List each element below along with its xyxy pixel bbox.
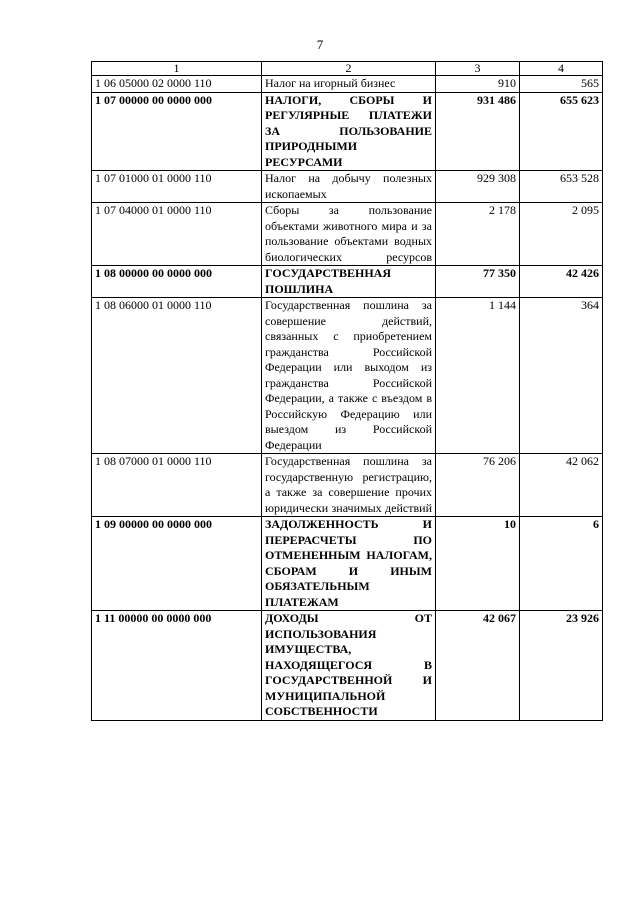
budget-revenue-table [91,61,603,721]
income-name: НАЛОГИ, СБОРЫ И РЕГУЛЯРНЫЕ ПЛАТЕЖИ ЗА ПОЛЬЗОВАНИЕ ПРИРОДНЫМИ РЕСУРСАМИ [262,92,436,171]
income-name: ЗАДОЛЖЕННОСТЬ И ПЕРЕРАСЧЕТЫ ПО ОТМЕНЕННЫМ НАЛОГАМ, СБОРАМ И ИНЫМ ОБЯЗАТЕЛЬНЫМ ПЛАТЕЖАМ [262,517,436,611]
value-column-3: 76 206 [436,454,520,517]
value-column-3: 42 067 [436,611,520,721]
classification-code: 1 11 00000 00 0000 000 [92,611,262,721]
classification-code: 1 08 07000 01 0000 110 [92,454,262,517]
value-column-4: 23 926 [520,611,603,721]
classification-code: 1 08 06000 01 0000 110 [92,298,262,454]
income-name: ДОХОДЫ ОТ ИСПОЛЬЗОВАНИЯ ИМУЩЕСТВА, НАХОДЯЩЕГОСЯ В ГОСУДАРСТВЕННОЙ И МУНИЦИПАЛЬНОЙ СОБСТВЕННОСТИ [262,611,436,721]
value-column-4: 655 623 [520,92,603,171]
value-column-4: 2 095 [520,203,603,266]
classification-code: 1 08 00000 00 0000 000 [92,266,262,298]
value-column-3: 10 [436,517,520,611]
classification-code: 1 06 05000 02 0000 110 [92,76,262,93]
page-number: 7 [316,37,324,52]
value-column-3: 2 178 [436,203,520,266]
income-name: Государственная пошлина за совершение действий, связанных с приобретением гражданства Российской Федерации или выходом из гражданства Российской Федерации, а также с въездом в Российскую Федерацию или выездом из Российской Федерации [262,298,436,454]
classification-code: 1 07 01000 01 0000 110 [92,171,262,203]
income-name: Сборы за пользование объектами животного мира и за пользование объектами водных биологических ресурсов [262,203,436,266]
value-column-4: 42 062 [520,454,603,517]
classification-code: 1 07 00000 00 0000 000 [92,92,262,171]
value-column-4: 42 426 [520,266,603,298]
table-row [92,298,603,454]
classification-code: 1 09 00000 00 0000 000 [92,517,262,611]
value-column-3: 1 144 [436,298,520,454]
table-header-row [92,62,603,76]
value-column-4: 6 [520,517,603,611]
table-row [92,266,603,298]
column-header: 2 [262,62,436,76]
table-row [92,517,603,611]
table-row [92,92,603,171]
column-header: 4 [520,62,603,76]
classification-code: 1 07 04000 01 0000 110 [92,203,262,266]
value-column-4: 565 [520,76,603,93]
table-row [92,76,603,93]
income-name: Налог на игорный бизнес [262,76,436,93]
value-column-3: 929 308 [436,171,520,203]
value-column-4: 364 [520,298,603,454]
table-row [92,203,603,266]
column-header: 1 [92,62,262,76]
value-column-4: 653 528 [520,171,603,203]
income-name: Налог на добычу полезных ископаемых [262,171,436,203]
income-name: ГОСУДАРСТВЕННАЯ ПОШЛИНА [262,266,436,298]
table-row [92,611,603,721]
value-column-3: 77 350 [436,266,520,298]
value-column-3: 910 [436,76,520,93]
income-name: Государственная пошлина за государственную регистрацию, а также за совершение прочих юридически значимых действий [262,454,436,517]
table-row [92,171,603,203]
table-row [92,454,603,517]
value-column-3: 931 486 [436,92,520,171]
column-header: 3 [436,62,520,76]
